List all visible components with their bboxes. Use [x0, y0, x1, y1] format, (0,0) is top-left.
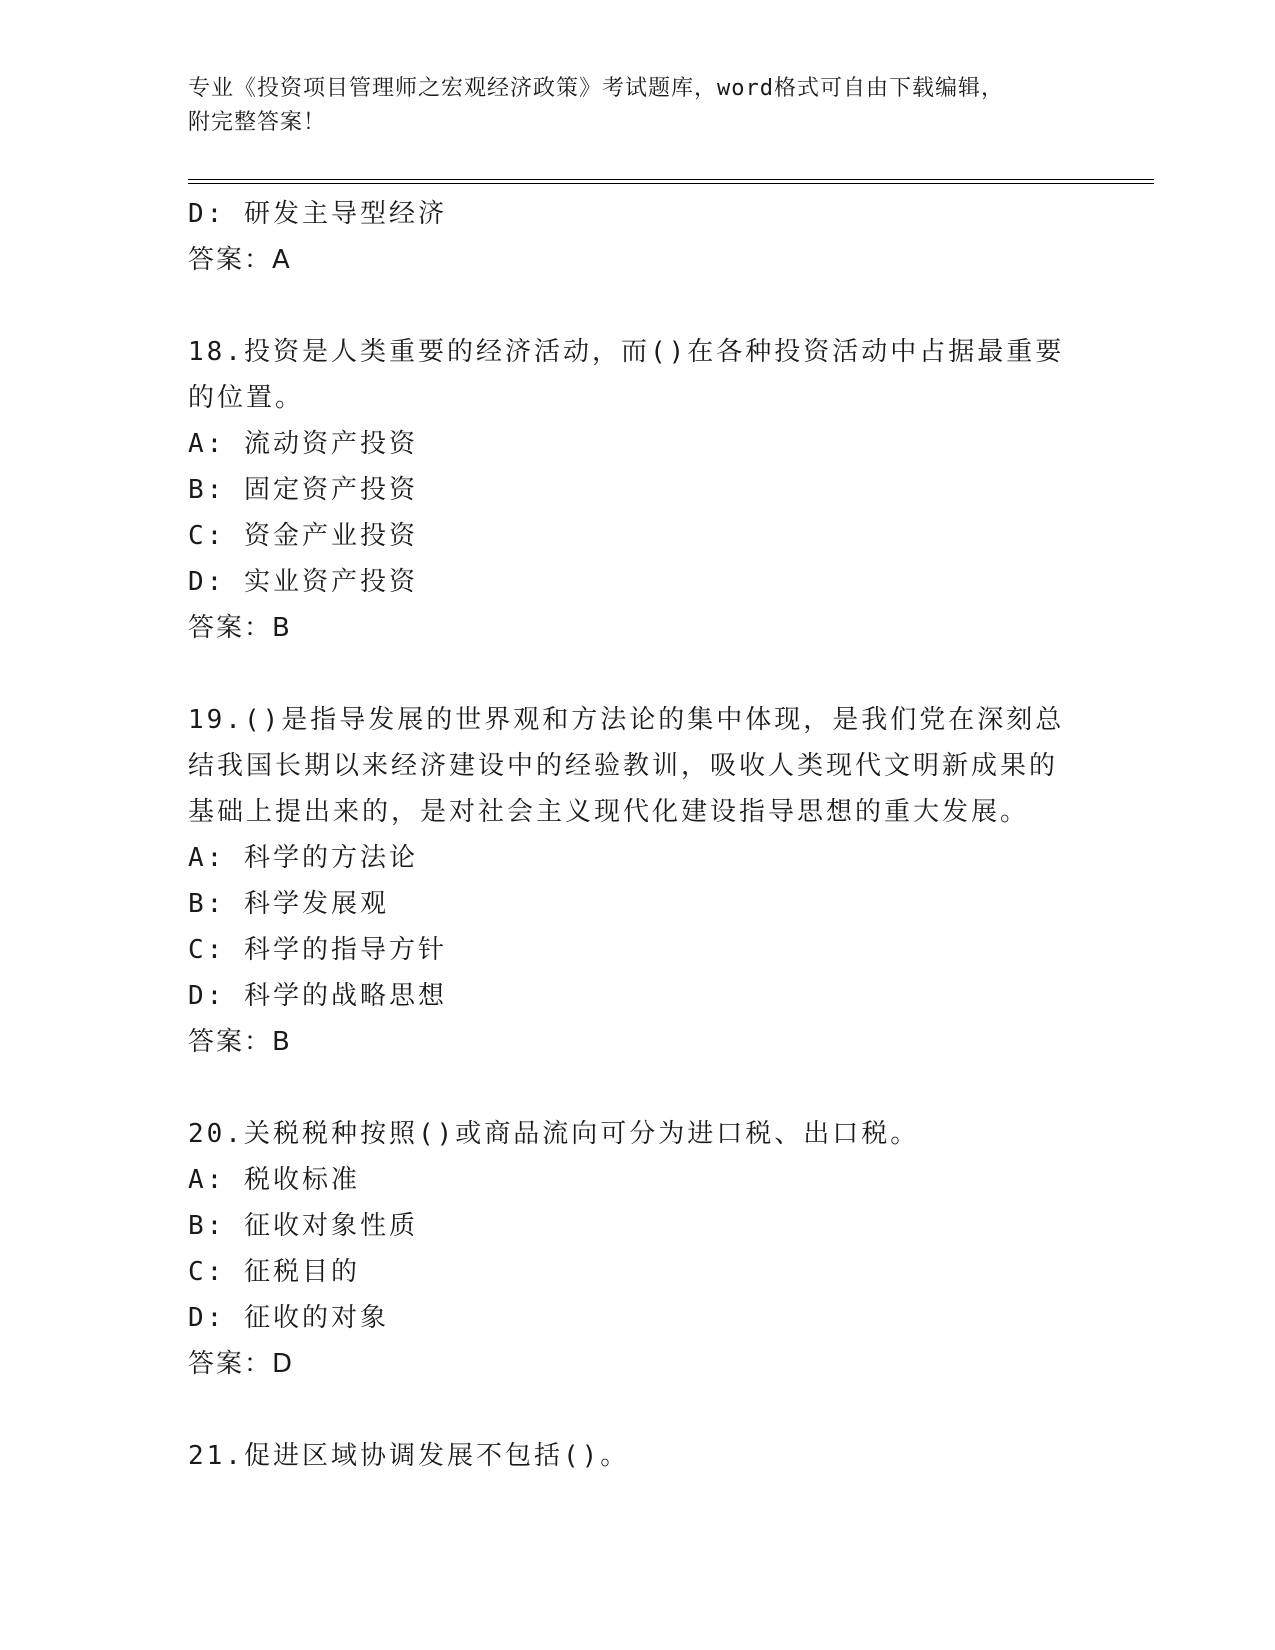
question-20 [188, 1111, 1088, 1387]
question-stem: 20.关税税种按照()或商品流向可分为进口税、出口税。 [188, 1119, 920, 1149]
document-header [188, 72, 1068, 140]
question-21 [188, 1433, 1088, 1479]
option-b: B: 征收对象性质 [188, 1211, 418, 1241]
option-a: A: 流动资产投资 [188, 429, 418, 459]
question-stem: 19.()是指导发展的世界观和方法论的集中体现，是我们党在深刻总结我国长期以来经济建设中的经验教训，吸收人类现代文明新成果的基础上提出来的，是对社会主义现代化建设指导思想的重大发展。 [188, 705, 1065, 827]
option-a: A: 税收标准 [188, 1165, 360, 1195]
option-d: D: 科学的战略思想 [188, 981, 447, 1011]
header-divider-bottom [188, 183, 1154, 184]
question-list [188, 191, 1088, 1479]
option-b: B: 科学发展观 [188, 889, 389, 919]
option-a: A: 科学的方法论 [188, 843, 418, 873]
answer: 答案：A [188, 245, 292, 275]
header-divider-top [188, 179, 1154, 180]
option-d: D: 征收的对象 [188, 1303, 389, 1333]
question-18 [188, 329, 1088, 651]
answer: 答案：D [188, 1349, 295, 1379]
option-c: C: 征税目的 [188, 1257, 360, 1287]
question-19 [188, 697, 1088, 1065]
question-stem: 21.促进区域协调发展不包括()。 [188, 1441, 630, 1471]
answer: 答案：B [188, 1027, 292, 1057]
answer: 答案：B [188, 613, 292, 643]
option-c: C: 科学的指导方针 [188, 935, 447, 965]
prev-question-tail [188, 191, 1088, 283]
question-stem: 18.投资是人类重要的经济活动，而()在各种投资活动中占据最重要的位置。 [188, 337, 1065, 413]
option-c: C: 资金产业投资 [188, 521, 418, 551]
header-line-1: 专业《投资项目管理师之宏观经济政策》考试题库，word格式可自由下载编辑， [188, 76, 1004, 101]
option-d: D: 研发主导型经济 [188, 199, 447, 229]
option-d: D: 实业资产投资 [188, 567, 418, 597]
header-line-2: 附完整答案！ [188, 110, 327, 135]
option-b: B: 固定资产投资 [188, 475, 418, 505]
